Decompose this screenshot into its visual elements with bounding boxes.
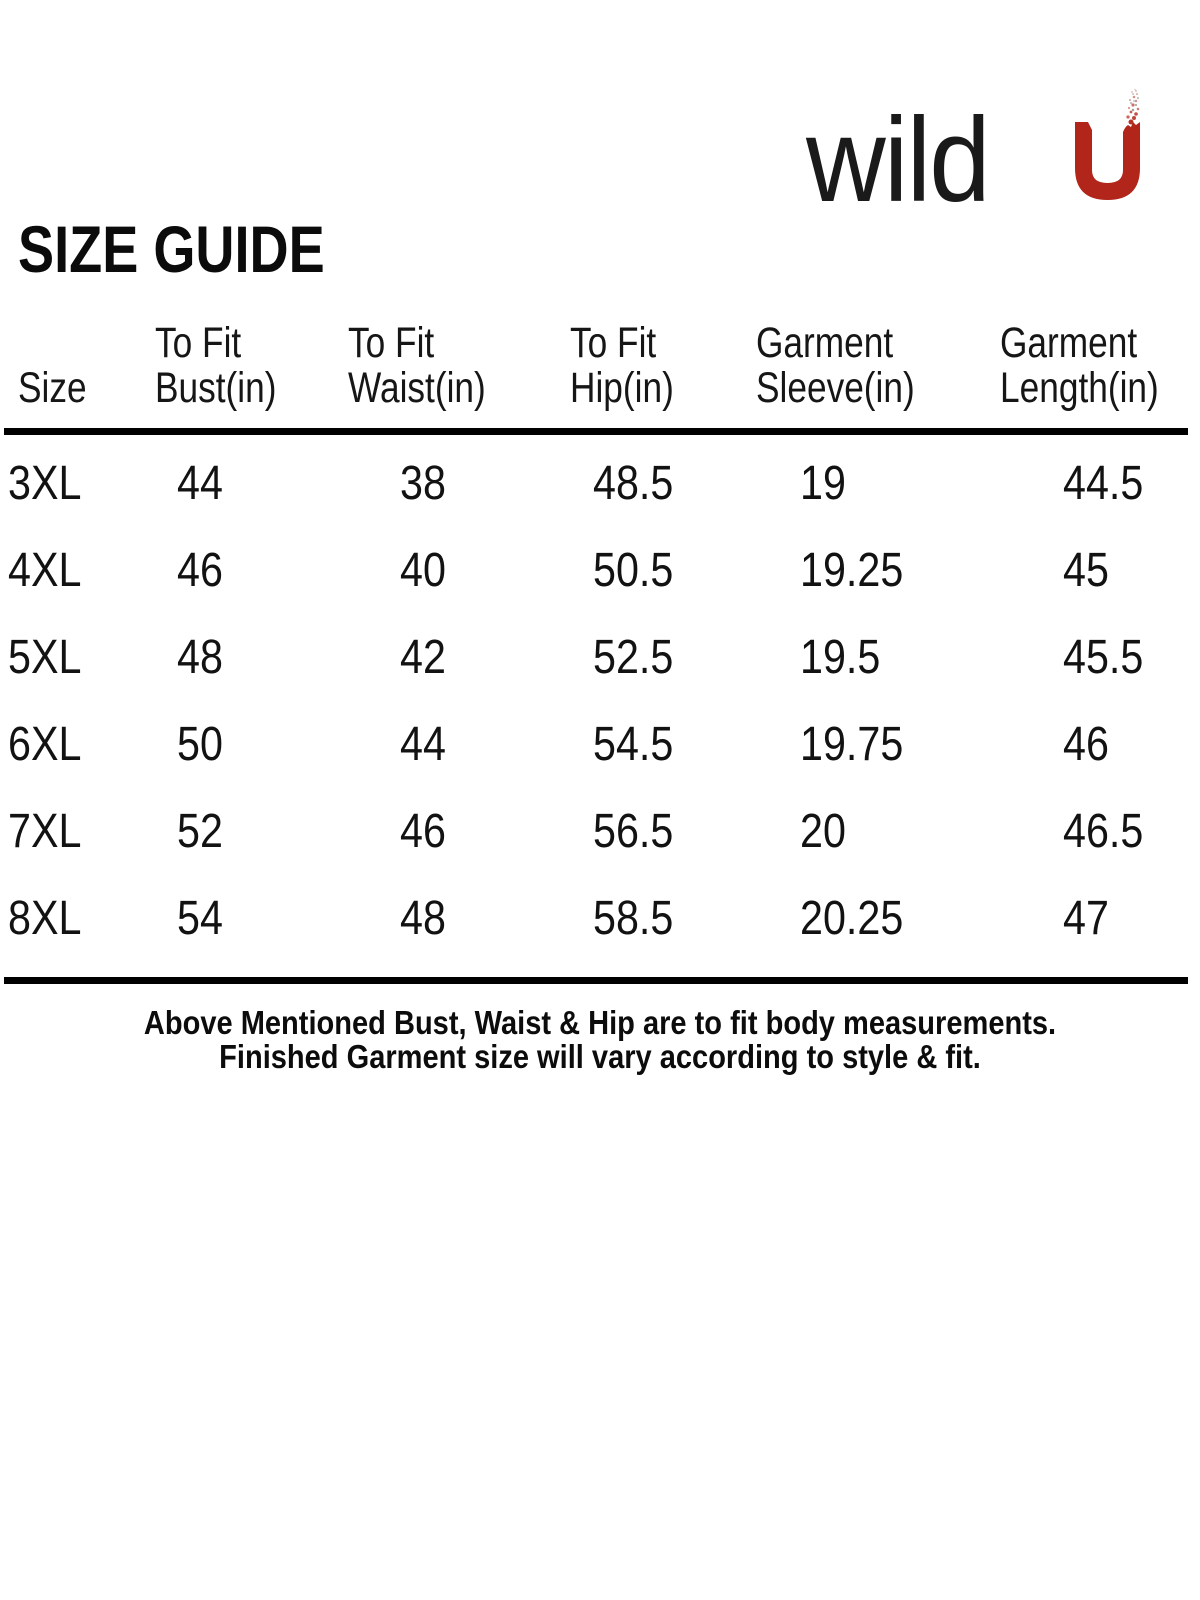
waist-cell: 40 [400,544,446,597]
sleeve-cell: 19.75 [800,718,904,771]
table-row [0,527,1200,614]
column-header-length [1000,321,1159,411]
size-cell: 7XL [8,805,82,858]
bust-cell: 50 [177,718,223,771]
bust-cell: 46 [177,544,223,597]
column-header-line: Garment [1000,319,1138,367]
waist-cell: 38 [400,457,446,510]
column-header-sleeve [756,321,915,411]
length-cell: 45.5 [1063,631,1144,684]
sleeve-cell: 20.25 [800,892,904,945]
length-cell: 46 [1063,718,1109,771]
length-cell: 44.5 [1063,457,1144,510]
column-header-line: Length(in) [1000,364,1159,412]
column-header-line: Waist(in) [348,364,486,412]
hip-cell: 56.5 [593,805,674,858]
bust-cell: 54 [177,892,223,945]
header-divider [4,428,1188,435]
column-header-line: Sleeve(in) [756,364,915,412]
hip-cell: 58.5 [593,892,674,945]
bust-cell: 48 [177,631,223,684]
column-header-hip [570,321,674,411]
page-title: SIZE GUIDE [18,212,325,286]
column-header-line: Hip(in) [570,364,674,412]
waist-cell: 46 [400,805,446,858]
column-header-size [18,366,87,411]
length-cell: 47 [1063,892,1109,945]
sleeve-cell: 20 [800,805,846,858]
column-header-line: To Fit [570,319,657,367]
table-row [0,614,1200,701]
waist-cell: 42 [400,631,446,684]
length-cell: 45 [1063,544,1109,597]
measurement-note-line1: Above Mentioned Bust, Waist & Hip are to fit body measurements. [143,1004,1057,1041]
hip-cell: 50.5 [593,544,674,597]
measurement-note-line2: Finished Garment size will vary according to style & fit. [219,1038,981,1075]
sleeve-cell: 19.5 [800,631,881,684]
table-row [0,701,1200,788]
sleeve-cell: 19 [800,457,846,510]
column-header-bust [155,321,276,411]
length-cell: 46.5 [1063,805,1144,858]
bust-cell: 52 [177,805,223,858]
measurement-note [72,1006,1128,1074]
brand-logo [0,0,1200,240]
size-cell: 3XL [8,457,82,510]
size-cell: 4XL [8,544,82,597]
hip-cell: 52.5 [593,631,674,684]
table-row [0,875,1200,962]
column-header-line: To Fit [155,319,242,367]
column-header-line: Size [18,364,87,412]
table-row [0,440,1200,527]
column-header-line: Bust(in) [155,364,277,412]
table-body [0,435,1200,962]
table-header-row [0,321,1200,411]
sleeve-cell: 19.25 [800,544,904,597]
column-header-line: To Fit [348,319,435,367]
table-row [0,788,1200,875]
waist-cell: 48 [400,892,446,945]
footer-divider [4,977,1188,984]
brand-wordmark: wild [806,93,989,227]
column-header-waist [348,321,486,411]
waist-cell: 44 [400,718,446,771]
hip-cell: 48.5 [593,457,674,510]
size-cell: 5XL [8,631,82,684]
brand-u-icon [1075,88,1140,200]
column-header-line: Garment [756,319,894,367]
size-cell: 6XL [8,718,82,771]
bust-cell: 44 [177,457,223,510]
size-cell: 8XL [8,892,82,945]
hip-cell: 54.5 [593,718,674,771]
